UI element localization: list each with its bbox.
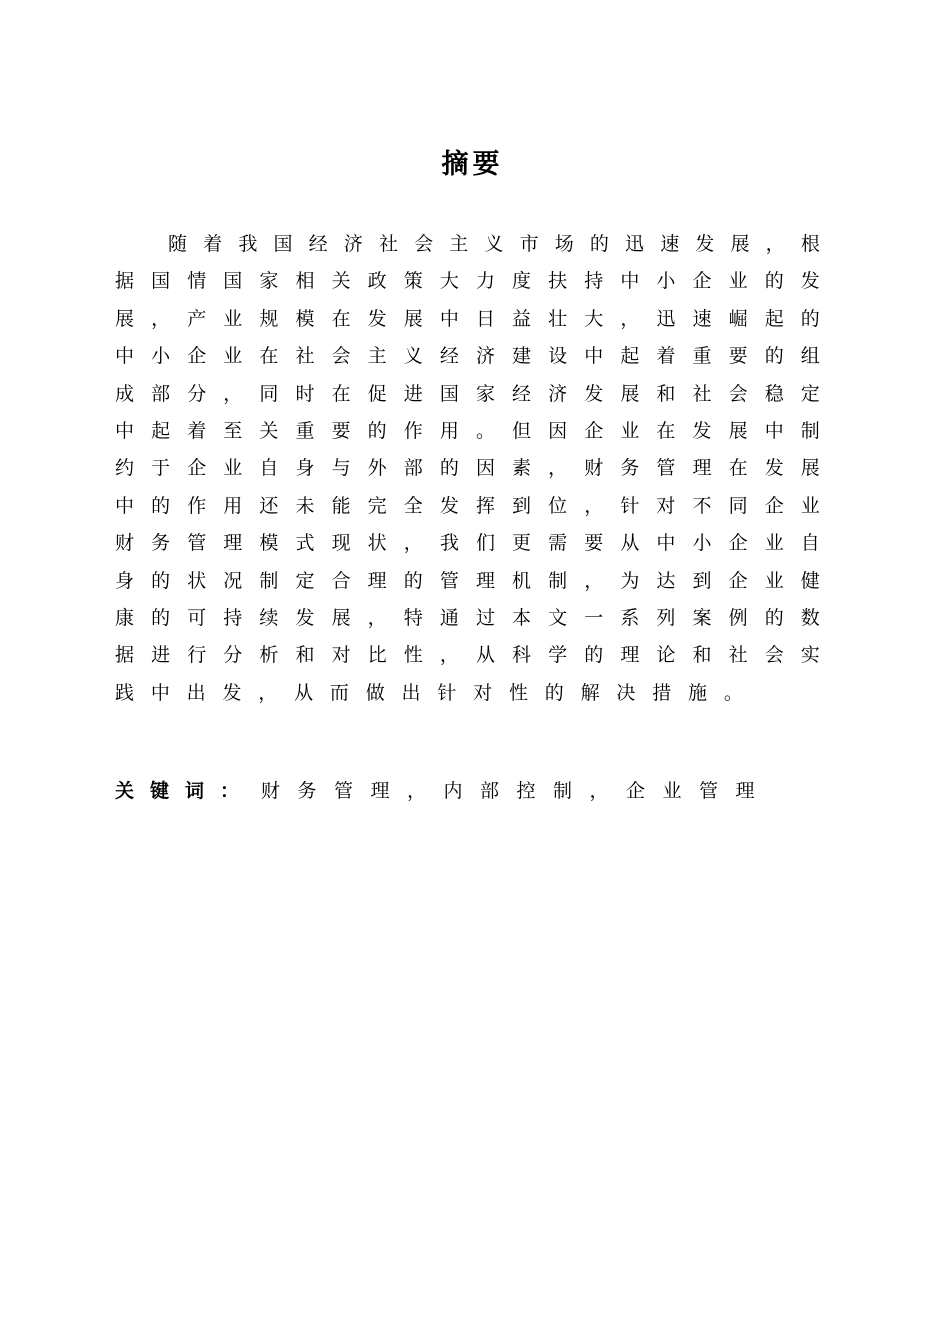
abstract-char: 模 <box>295 307 315 330</box>
abstract-char: 在 <box>656 419 676 442</box>
abstract-char: 务 <box>620 457 640 480</box>
abstract-char: 经 <box>439 345 459 368</box>
abstract-char: 在 <box>728 457 748 480</box>
abstract-char: 性 <box>508 681 528 704</box>
abstract-char: 科 <box>512 644 532 667</box>
abstract-line <box>115 563 820 600</box>
abstract-line <box>115 226 820 263</box>
abstract-char: 的 <box>367 419 387 442</box>
abstract-char: 产 <box>187 307 207 330</box>
abstract-char: 益 <box>512 307 532 330</box>
abstract-char: 状 <box>367 532 387 555</box>
abstract-char: 理 <box>367 569 387 592</box>
abstract-line <box>115 675 820 712</box>
abstract-char: 发 <box>692 419 712 442</box>
abstract-char: 需 <box>548 532 568 555</box>
abstract-line <box>115 376 820 413</box>
abstract-char: ， <box>548 457 568 480</box>
abstract-char: 业 <box>764 532 784 555</box>
abstract-char: 持 <box>223 606 243 629</box>
abstract-char: 合 <box>331 569 351 592</box>
abstract-char: 财 <box>584 457 604 480</box>
abstract-char: 制 <box>259 569 279 592</box>
abstract-char: 决 <box>616 681 636 704</box>
abstract-char: 案 <box>692 606 712 629</box>
abstract-char: 管 <box>656 457 676 480</box>
abstract-char: 解 <box>580 681 600 704</box>
abstract-char: 会 <box>728 382 748 405</box>
abstract-char: 发 <box>584 382 604 405</box>
keywords-label: 关键词： <box>115 779 256 802</box>
abstract-char: 状 <box>187 569 207 592</box>
abstract-char: 们 <box>475 532 495 555</box>
abstract-char: 济 <box>475 345 495 368</box>
abstract-char: 分 <box>187 382 207 405</box>
abstract-char: ， <box>439 644 459 667</box>
abstract-char: 相 <box>295 270 315 293</box>
abstract-char: 列 <box>656 606 676 629</box>
abstract-char: 模 <box>259 532 279 555</box>
abstract-char: 家 <box>259 270 279 293</box>
abstract-char: 着 <box>187 419 207 442</box>
abstract-char: 管 <box>439 569 459 592</box>
abstract-char: 达 <box>656 569 676 592</box>
abstract-char: 从 <box>620 532 640 555</box>
abstract-char: 约 <box>115 457 135 480</box>
abstract-line <box>115 488 820 525</box>
abstract-char: 制 <box>800 419 820 442</box>
abstract-char: 全 <box>403 494 423 517</box>
abstract-char: 义 <box>484 233 504 255</box>
abstract-char: 。 <box>723 681 743 704</box>
abstract-char: 组 <box>800 345 820 368</box>
abstract-char: ， <box>765 233 785 255</box>
abstract-char: 发 <box>367 307 387 330</box>
abstract-char: ， <box>367 606 387 629</box>
abstract-char: 展 <box>115 307 135 330</box>
abstract-char: 用 <box>223 494 243 517</box>
abstract-char: 的 <box>403 569 423 592</box>
abstract-char: 措 <box>652 681 672 704</box>
abstract-char: 家 <box>475 382 495 405</box>
abstract-char: 定 <box>800 382 820 405</box>
abstract-char: 场 <box>554 233 574 255</box>
abstract-char: 国 <box>223 270 243 293</box>
abstract-char: 速 <box>692 307 712 330</box>
abstract-char: 在 <box>331 307 351 330</box>
abstract-char: 策 <box>403 270 423 293</box>
abstract-char: 展 <box>730 233 750 255</box>
abstract-char: 通 <box>439 606 459 629</box>
abstract-char: 从 <box>475 644 495 667</box>
abstract-char: 外 <box>367 457 387 480</box>
abstract-char: 发 <box>439 494 459 517</box>
abstract-char: 成 <box>115 382 135 405</box>
abstract-char: 市 <box>519 233 539 255</box>
abstract-char: 发 <box>764 457 784 480</box>
abstract-char: 据 <box>115 644 135 667</box>
abstract-char: 要 <box>728 345 748 368</box>
abstract-char: 会 <box>414 233 434 255</box>
abstract-char: 对 <box>656 494 676 517</box>
abstract-char: 务 <box>151 532 171 555</box>
abstract-char: ， <box>223 382 243 405</box>
abstract-char: 业 <box>223 345 243 368</box>
abstract-char: ， <box>620 307 640 330</box>
abstract-char: 续 <box>259 606 279 629</box>
abstract-char: 业 <box>800 494 820 517</box>
abstract-char: 健 <box>800 569 820 592</box>
abstract-char: 义 <box>403 345 423 368</box>
abstract-char: 经 <box>512 382 532 405</box>
abstract-char: 同 <box>259 382 279 405</box>
abstract-char: 企 <box>728 569 748 592</box>
abstract-char: 分 <box>223 644 243 667</box>
abstract-char: 针 <box>437 681 457 704</box>
abstract-char: 建 <box>512 345 532 368</box>
abstract-char: 业 <box>223 457 243 480</box>
abstract-char: 起 <box>151 419 171 442</box>
abstract-char: 过 <box>475 606 495 629</box>
abstract-char: 业 <box>223 307 243 330</box>
abstract-char: 日 <box>475 307 495 330</box>
abstract-char: 挥 <box>475 494 495 517</box>
abstract-char: 一 <box>584 606 604 629</box>
abstract-char: 发 <box>800 270 820 293</box>
keywords-text: 财务管理，内部控制，企业管理 <box>261 779 773 802</box>
abstract-char: 国 <box>439 382 459 405</box>
abstract-char: 重 <box>692 345 712 368</box>
abstract-char: 壮 <box>548 307 568 330</box>
abstract-char: 进 <box>403 382 423 405</box>
abstract-char: 性 <box>403 644 423 667</box>
abstract-char: 施 <box>688 681 708 704</box>
abstract-char: 重 <box>295 419 315 442</box>
abstract-char: 因 <box>548 419 568 442</box>
abstract-char: 社 <box>728 644 748 667</box>
abstract-char: 的 <box>764 345 784 368</box>
abstract-char: 中 <box>115 345 135 368</box>
abstract-char: 定 <box>295 569 315 592</box>
abstract-char: 着 <box>203 233 223 255</box>
abstract-char: 财 <box>115 532 135 555</box>
abstract-char: ， <box>403 532 423 555</box>
abstract-char: 中 <box>584 345 604 368</box>
abstract-char: 素 <box>512 457 532 480</box>
abstract-char: 社 <box>692 382 712 405</box>
abstract-char: 展 <box>800 457 820 480</box>
abstract-char: 而 <box>329 681 349 704</box>
abstract-char: 位 <box>548 494 568 517</box>
abstract-char: 中 <box>620 270 640 293</box>
abstract-char: 理 <box>475 569 495 592</box>
abstract-char: 会 <box>331 345 351 368</box>
abstract-char: 理 <box>692 457 712 480</box>
abstract-char: 关 <box>259 419 279 442</box>
abstract-char: ， <box>584 569 604 592</box>
abstract-char: 展 <box>331 606 351 629</box>
abstract-char: 析 <box>259 644 279 667</box>
abstract-char: 本 <box>512 606 532 629</box>
abstract-char: 发 <box>222 681 242 704</box>
abstract-char: 中 <box>115 494 135 517</box>
abstract-char: 的 <box>800 307 820 330</box>
abstract-char: 的 <box>764 606 784 629</box>
abstract-char: 小 <box>656 270 676 293</box>
abstract-char: 大 <box>584 307 604 330</box>
abstract-char: 小 <box>692 532 712 555</box>
abstract-char: 据 <box>115 270 135 293</box>
abstract-char: 行 <box>187 644 207 667</box>
abstract-char: 能 <box>331 494 351 517</box>
abstract-char: 但 <box>512 419 532 442</box>
abstract-char: 社 <box>378 233 398 255</box>
abstract-line <box>115 600 820 637</box>
abstract-char: 小 <box>151 345 171 368</box>
abstract-char: 国 <box>151 270 171 293</box>
abstract-char: 比 <box>367 644 387 667</box>
abstract-char: 的 <box>439 457 459 480</box>
abstract-char: 现 <box>331 532 351 555</box>
abstract-char: 还 <box>259 494 279 517</box>
abstract-char: 理 <box>223 532 243 555</box>
abstract-char: 迅 <box>625 233 645 255</box>
abstract-char: 经 <box>308 233 328 255</box>
abstract-char: 同 <box>728 494 748 517</box>
abstract-char: 稳 <box>764 382 784 405</box>
abstract-char: 和 <box>295 644 315 667</box>
abstract-char: 针 <box>620 494 640 517</box>
abstract-char: 起 <box>764 307 784 330</box>
abstract-char: 规 <box>259 307 279 330</box>
abstract-char: 至 <box>223 419 243 442</box>
abstract-char: 中 <box>115 419 135 442</box>
keywords-line <box>115 770 820 808</box>
abstract-char: 企 <box>728 532 748 555</box>
abstract-char: 用 <box>439 419 459 442</box>
abstract-char: 会 <box>764 644 784 667</box>
abstract-char: 崛 <box>728 307 748 330</box>
abstract-char: 康 <box>115 606 135 629</box>
abstract-char: 企 <box>692 270 712 293</box>
abstract-char: 企 <box>584 419 604 442</box>
abstract-char: ， <box>584 494 604 517</box>
abstract-char: 自 <box>259 457 279 480</box>
abstract-line <box>115 413 820 450</box>
abstract-char: 和 <box>692 644 712 667</box>
abstract-char: 况 <box>223 569 243 592</box>
abstract-char: 更 <box>512 532 532 555</box>
abstract-char: 出 <box>186 681 206 704</box>
abstract-char: 中 <box>439 307 459 330</box>
abstract-char: 业 <box>728 270 748 293</box>
abstract-char: 特 <box>403 606 423 629</box>
abstract-char: 业 <box>620 419 640 442</box>
abstract-char: 中 <box>150 681 170 704</box>
abstract-line <box>115 450 820 487</box>
abstract-line <box>115 263 820 300</box>
abstract-char: 因 <box>475 457 495 480</box>
abstract-char: 文 <box>548 606 568 629</box>
abstract-char: ， <box>258 681 278 704</box>
abstract-char: 自 <box>800 532 820 555</box>
abstract-char: 未 <box>295 494 315 517</box>
abstract-char: 的 <box>151 606 171 629</box>
page-title: 摘要 <box>441 149 504 180</box>
abstract-char: 企 <box>187 345 207 368</box>
abstract-char: 中 <box>764 419 784 442</box>
abstract-char: 大 <box>439 270 459 293</box>
abstract-char: 式 <box>295 532 315 555</box>
abstract-char: 管 <box>187 532 207 555</box>
abstract-char: ， <box>151 307 171 330</box>
abstract-char: 情 <box>187 270 207 293</box>
abstract-char: 的 <box>584 644 604 667</box>
abstract-char: 作 <box>403 419 423 442</box>
abstract-char: 主 <box>449 233 469 255</box>
abstract-char: 力 <box>475 270 495 293</box>
abstract-char: 扶 <box>548 270 568 293</box>
abstract-char: 设 <box>548 345 568 368</box>
abstract-char: 数 <box>800 606 820 629</box>
abstract-char: 和 <box>656 382 676 405</box>
abstract-char: 促 <box>367 382 387 405</box>
abstract-char: 做 <box>365 681 385 704</box>
abstract-char: 部 <box>403 457 423 480</box>
abstract-char: 与 <box>331 457 351 480</box>
abstract-char: 理 <box>620 644 640 667</box>
abstract-char: 济 <box>343 233 363 255</box>
abstract-char: 社 <box>295 345 315 368</box>
abstract-char: 机 <box>512 569 532 592</box>
abstract-char: 部 <box>151 382 171 405</box>
abstract-char: 身 <box>115 569 135 592</box>
abstract-char: 发 <box>295 606 315 629</box>
abstract-char: 到 <box>692 569 712 592</box>
abstract-char: 持 <box>584 270 604 293</box>
abstract-char: 对 <box>331 644 351 667</box>
abstract-char: 起 <box>620 345 640 368</box>
abstract-char: 的 <box>544 681 564 704</box>
abstract-char: 。 <box>475 419 495 442</box>
abstract-char: 企 <box>187 457 207 480</box>
abstract-char: 可 <box>187 606 207 629</box>
abstract-char: 的 <box>589 233 609 255</box>
abstract-char: 例 <box>728 606 748 629</box>
abstract-char: 主 <box>367 345 387 368</box>
abstract-char: 根 <box>800 233 820 255</box>
abstract-char: 度 <box>512 270 532 293</box>
abstract-line <box>115 338 820 375</box>
abstract-char: 速 <box>660 233 680 255</box>
abstract-char: 对 <box>473 681 493 704</box>
abstract-char: 展 <box>728 419 748 442</box>
abstract-line <box>115 525 820 562</box>
abstract-char: 论 <box>656 644 676 667</box>
abstract-char: 进 <box>151 644 171 667</box>
abstract-char: 济 <box>548 382 568 405</box>
abstract-char: 要 <box>584 532 604 555</box>
abstract-char: 的 <box>151 569 171 592</box>
abstract-char: 展 <box>620 382 640 405</box>
abstract-line <box>115 301 820 338</box>
abstract-char: 不 <box>692 494 712 517</box>
abstract-char: 要 <box>331 419 351 442</box>
abstract-char: 业 <box>764 569 784 592</box>
abstract-char: 系 <box>620 606 640 629</box>
abstract-line <box>115 637 820 674</box>
abstract-char: 着 <box>656 345 676 368</box>
abstract-char: 我 <box>439 532 459 555</box>
abstract-char: 作 <box>187 494 207 517</box>
abstract-char: 学 <box>548 644 568 667</box>
abstract-char: 到 <box>512 494 532 517</box>
abstract-char: 在 <box>331 382 351 405</box>
abstract-char: 的 <box>764 270 784 293</box>
abstract-char: 完 <box>367 494 387 517</box>
abstract-char: 为 <box>620 569 640 592</box>
abstract-char: 迅 <box>656 307 676 330</box>
abstract-char: 时 <box>295 382 315 405</box>
abstract-char: 关 <box>331 270 351 293</box>
abstract-char: 实 <box>800 644 820 667</box>
abstract-char: 于 <box>151 457 171 480</box>
abstract-char: 身 <box>295 457 315 480</box>
abstract-paragraph <box>115 226 820 712</box>
abstract-char: 从 <box>294 681 314 704</box>
abstract-char: 展 <box>403 307 423 330</box>
abstract-char: 政 <box>367 270 387 293</box>
abstract-char: 随 <box>168 233 188 255</box>
abstract-char: 国 <box>273 233 293 255</box>
abstract-char: 发 <box>695 233 715 255</box>
abstract-char: 制 <box>548 569 568 592</box>
abstract-char: 我 <box>238 233 258 255</box>
abstract-char: 出 <box>401 681 421 704</box>
abstract-char: 中 <box>656 532 676 555</box>
abstract-char: 践 <box>115 681 135 704</box>
abstract-char: 企 <box>764 494 784 517</box>
abstract-char: 在 <box>259 345 279 368</box>
abstract-char: 的 <box>151 494 171 517</box>
